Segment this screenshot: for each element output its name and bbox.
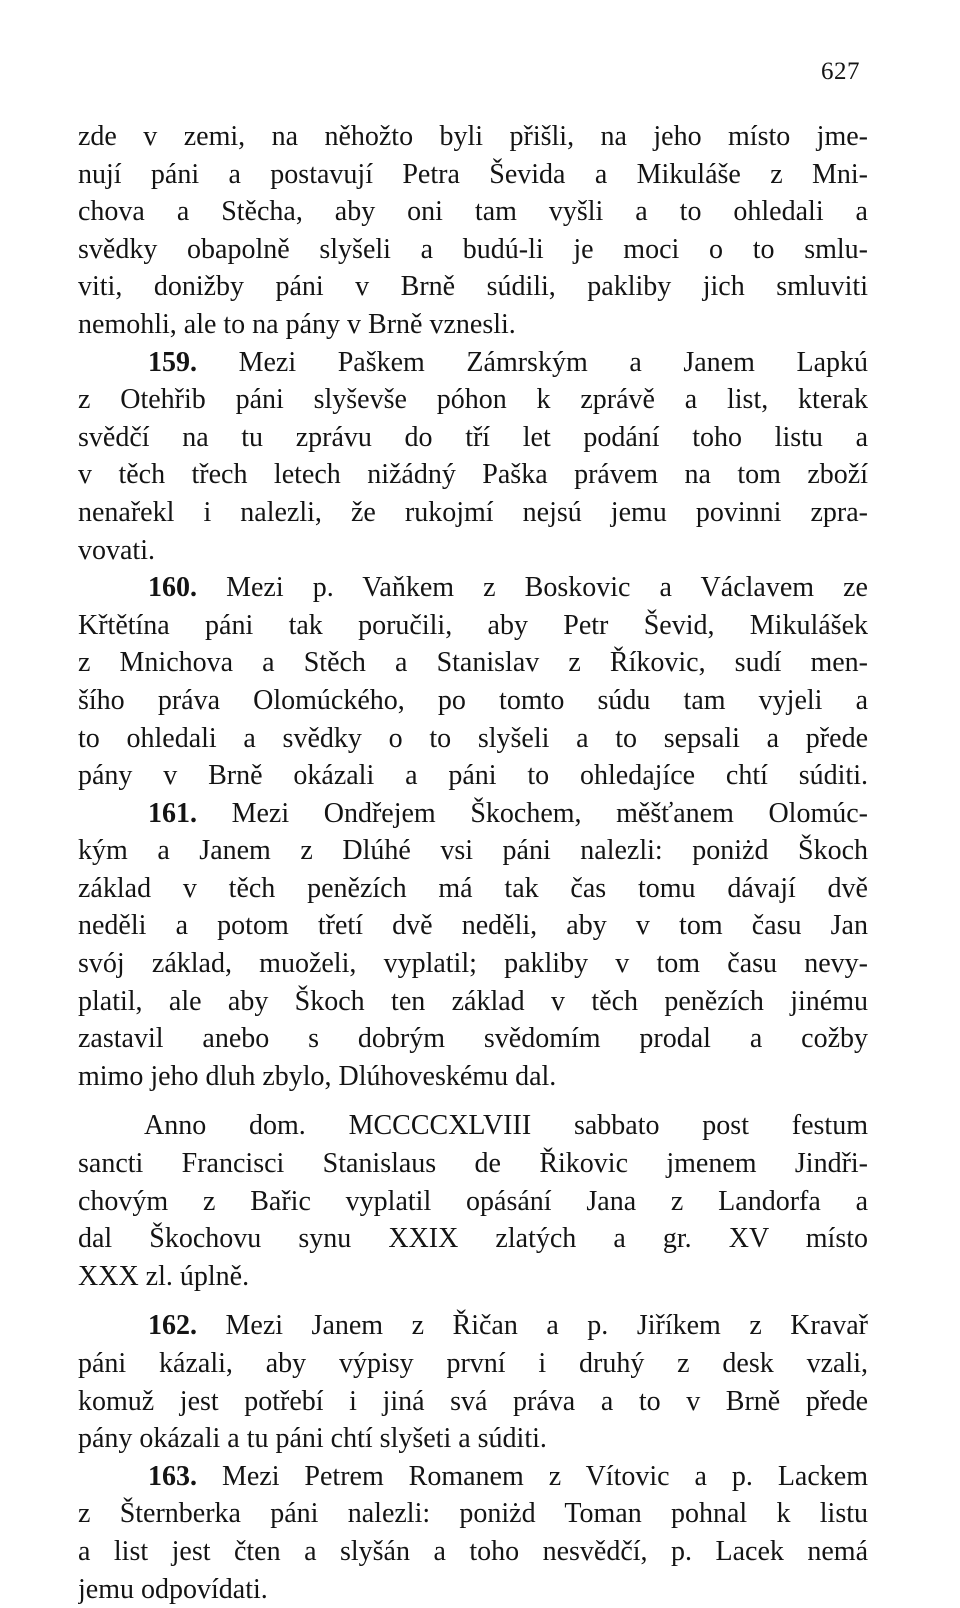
page-text xyxy=(78,118,868,1608)
text-line: z Otehřib páni slyševše póhon k zprávě a list, kterak xyxy=(78,384,868,416)
text-line: v těch třech letech nižádný Paška právem na tom zboží xyxy=(78,459,868,491)
section-number-159: 159. xyxy=(148,346,197,378)
text-line: komuž jest potřebí i jiná svá práva a to v Brně přede xyxy=(78,1385,868,1417)
text-line: vovati. xyxy=(78,534,155,566)
text-line: svědky obapolně slyšeli a budú-li je moci o to smlu- xyxy=(78,233,868,265)
section-159-first-line xyxy=(78,344,868,382)
section-number-162: 162. xyxy=(148,1310,197,1342)
section-160-text: Mezi p. Vaňkem z Boskovic a Václavem ze xyxy=(197,572,868,604)
text-line: nenařekl i nalezli, že rukojmí nejsú jemu povinni zpra- xyxy=(78,496,868,528)
text-line: to ohledali a svědky o to slyšeli a to sepsali a přede xyxy=(78,722,868,754)
section-161-first-line xyxy=(78,795,868,833)
text-line: pány v Brně okázali a páni to ohledajíce chtí súditi. xyxy=(78,760,868,792)
text-line: viti, donižby páni v Brně súdili, pakliby jich smluviti xyxy=(78,271,868,303)
text-line: pány okázali a tu páni chtí slyšeti a súditi. xyxy=(78,1423,547,1455)
anno-note-line: chovým z Bařic vyplatil opásání Jana z Landorfa a xyxy=(78,1185,868,1217)
section-160-first-line xyxy=(78,569,868,607)
text-line: jemu odpovídati. xyxy=(78,1573,268,1605)
text-line: nemohli, ale to na pány v Brně vznesli. xyxy=(78,308,516,340)
section-163-text: Mezi Petrem Romanem z Vítovic a p. Lackem xyxy=(197,1460,868,1492)
section-162-text: Mezi Janem z Řičan a p. Jiříkem z Kravař xyxy=(197,1310,868,1342)
anno-note-line: Anno dom. MCCCCXLVIII sabbato post festum xyxy=(144,1110,868,1142)
anno-note-line: XXX zl. úplně. xyxy=(78,1260,250,1292)
text-line: mimo jeho dluh zbylo, Dlúhoveskému dal. xyxy=(78,1060,557,1092)
page-number: 627 xyxy=(821,58,860,85)
section-163-first-line xyxy=(78,1458,868,1496)
text-line: svój základ, muoželi, vyplatil; pakliby v tom času nevy- xyxy=(78,948,868,980)
section-number-161: 161. xyxy=(148,797,197,829)
text-line: neděli a potom třetí dvě neděli, aby v tom času Jan xyxy=(78,910,868,942)
text-line: kým a Janem z Dlúhé vsi páni nalezli: poniżd Škoch xyxy=(78,835,868,867)
text-line: z Šternberka páni nalezli: poniżd Toman pohnal k listu xyxy=(78,1498,868,1530)
section-162-first-line xyxy=(78,1307,868,1345)
text-line: a list jest čten a slyšán a toho nesvědčí, p. Lacek nemá xyxy=(78,1535,868,1567)
section-number-160: 160. xyxy=(148,572,197,604)
text-line: platil, ale aby Škoch ten základ v těch penězích jinému xyxy=(78,985,868,1017)
anno-note-line: dal Škochovu synu XXIX zlatých a gr. XV místo xyxy=(78,1223,868,1255)
text-line: páni kázali, aby výpisy první i druhý z desk vzali, xyxy=(78,1348,868,1379)
paragraph-gap xyxy=(78,1095,868,1107)
text-line: svědčí na tu zprávu do tří let podání toho listu a xyxy=(78,421,868,453)
text-line: Křtětína páni tak poručili, aby Petr Ševid, Mikulášek xyxy=(78,609,868,641)
section-161-text: Mezi Ondřejem Škochem, měšťanem Olomúc- xyxy=(197,797,868,829)
text-line: zde v zemi, na něhožto byli přišli, na jeho místo jme- xyxy=(78,121,868,152)
text-line: nují páni a postavují Petra Ševida a Mikuláše z Mni- xyxy=(78,158,868,190)
anno-note-line: sancti Francisci Stanislaus de Řikovic jmenem Jindři- xyxy=(78,1148,868,1180)
text-line: chova a Stěcha, aby oni tam vyšli a to ohledali a xyxy=(78,196,868,228)
text-line: šího práva Olomúckého, po tomto súdu tam vyjeli a xyxy=(78,684,868,716)
section-number-163: 163. xyxy=(148,1460,197,1492)
paragraph-gap xyxy=(78,1295,868,1307)
text-line: z Mnichova a Stěch a Stanislav z Říkovic, sudí men- xyxy=(78,647,868,679)
section-159-text: Mezi Paškem Zámrským a Janem Lapkú xyxy=(197,346,868,378)
text-line: zastavil anebo s dobrým svědomím prodal a cožby xyxy=(78,1023,868,1055)
text-line: základ v těch penězích má tak čas tomu dávají dvě xyxy=(78,872,868,904)
